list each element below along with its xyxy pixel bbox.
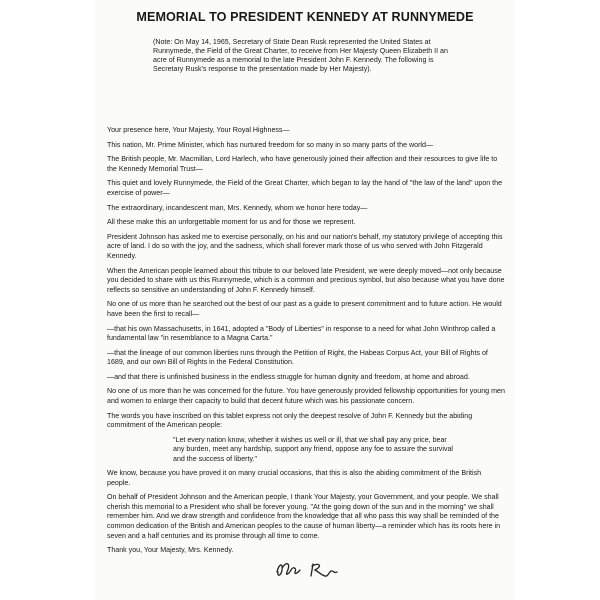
paragraph: No one of us more than he searched out the best of our past as a guide to present commitment and to future action. He would have been the first to recall— <box>107 300 502 318</box>
paragraph: This quiet and lovely Runnymede, the Field of the Great Charter, which began to lay the hand of "the law of the land" upon the exercise of power— <box>107 179 503 197</box>
paragraph: Your presence here, Your Majesty, Your Royal Highness— <box>107 126 290 134</box>
paragraph: —that the lineage of our common liberties runs through the Petition of Right, the Habeas Corpus Act, your Bill of Rights of 1689, and our own Bill of Rights in the Federal Constitution. <box>107 348 488 367</box>
signature-graphic <box>273 552 343 584</box>
paragraph: —and that there is unfinished business in the endless struggle for human dignity and freedom, at home and abroad. <box>107 372 470 381</box>
document-page <box>95 0 515 600</box>
paragraph: Thank you, Your Majesty, Mrs. Kennedy. <box>107 546 234 555</box>
paragraph: —that his own Massachusetts, in 1641, adopted a "Body of Liberties" in response to a need for what John Winthrop called a fundamental law "in resemblance to a Magna Carta." <box>107 324 496 343</box>
speech-body <box>107 126 505 561</box>
paragraph: On behalf of President Johnson and the American people, I thank Your Majesty, your Government, and your people. We shall cherish this memorial to a President who shall be forever young. "At the going down of the sun and in the morning" we shall remember him. And we draw strength and confidence from the knowledge that all who pass this way shall be reminded of the common dedication of the British and American peoples to the cause of human liberty—a reminder which has its roots here in seven and a half centuries and its promise through all time to come. <box>107 493 501 540</box>
inscription-quote: "Let every nation know, whether it wishes us well or ill, that we shall pay any price, bear any burden, meet any hardship, support any friend, oppose any foe to assure the survival and the success of liberty." <box>173 435 453 463</box>
paragraph: This nation, Mr. Prime Minister, which has nurtured freedom for so many in so many parts of the world— <box>107 140 434 149</box>
document-title: MEMORIAL TO PRESIDENT KENNEDY AT RUNNYMEDE <box>136 10 474 24</box>
editor-note: (Note: On May 14, 1965, Secretary of State Dean Rusk represented the United States at Runnymede, the Field of the Great Charter, to receive from Her Majesty Queen Elizabeth II an acre of Runnymede as a memorial to the late President John F. Kennedy. The following is Secretary Rusk's response to the presentation made by Her Majesty). <box>153 38 448 74</box>
paragraph: The words you have inscribed on this tablet express not only the deepest resolve of John F. Kennedy but the abiding commitment of the American people: <box>107 411 473 430</box>
paragraph: When the American people learned about this tribute to our beloved late President, we were deeply moved—not only because you decided to share with us this Runnymede, which is a common and precious symbol, but also because what you have done reflects so sensitive an understanding of John F. Kennedy himself. <box>107 266 505 294</box>
paragraph: The British people, Mr. Macmillan, Lord Harlech, who have generously joined their affection and their resources to give life to the Kennedy Memorial Trust— <box>107 155 498 173</box>
paragraph: All these make this an unforgettable moment for us and for those we represent. <box>107 218 356 227</box>
paragraph: We know, because you have proved it on many crucial occasions, that this is also the abiding commitment of the British people. <box>107 469 482 487</box>
paragraph: President Johnson has asked me to exercise personally, on his and our nation's behalf, my statutory privilege of accepting this acre of land. I do so with the joy, and the sadness, which shall forever mark those of us who served with John Fitzgerald Kennedy. <box>107 232 503 260</box>
paragraph: The extraordinary, incandescent man, Mrs. Kennedy, whom we honor here today— <box>107 203 368 212</box>
paragraph: No one of us more than he was concerned for the future. You have generously provided fellowship opportunities for young men and women to enlarge their capacity to build that decent future which was his passionate concern. <box>107 387 505 406</box>
